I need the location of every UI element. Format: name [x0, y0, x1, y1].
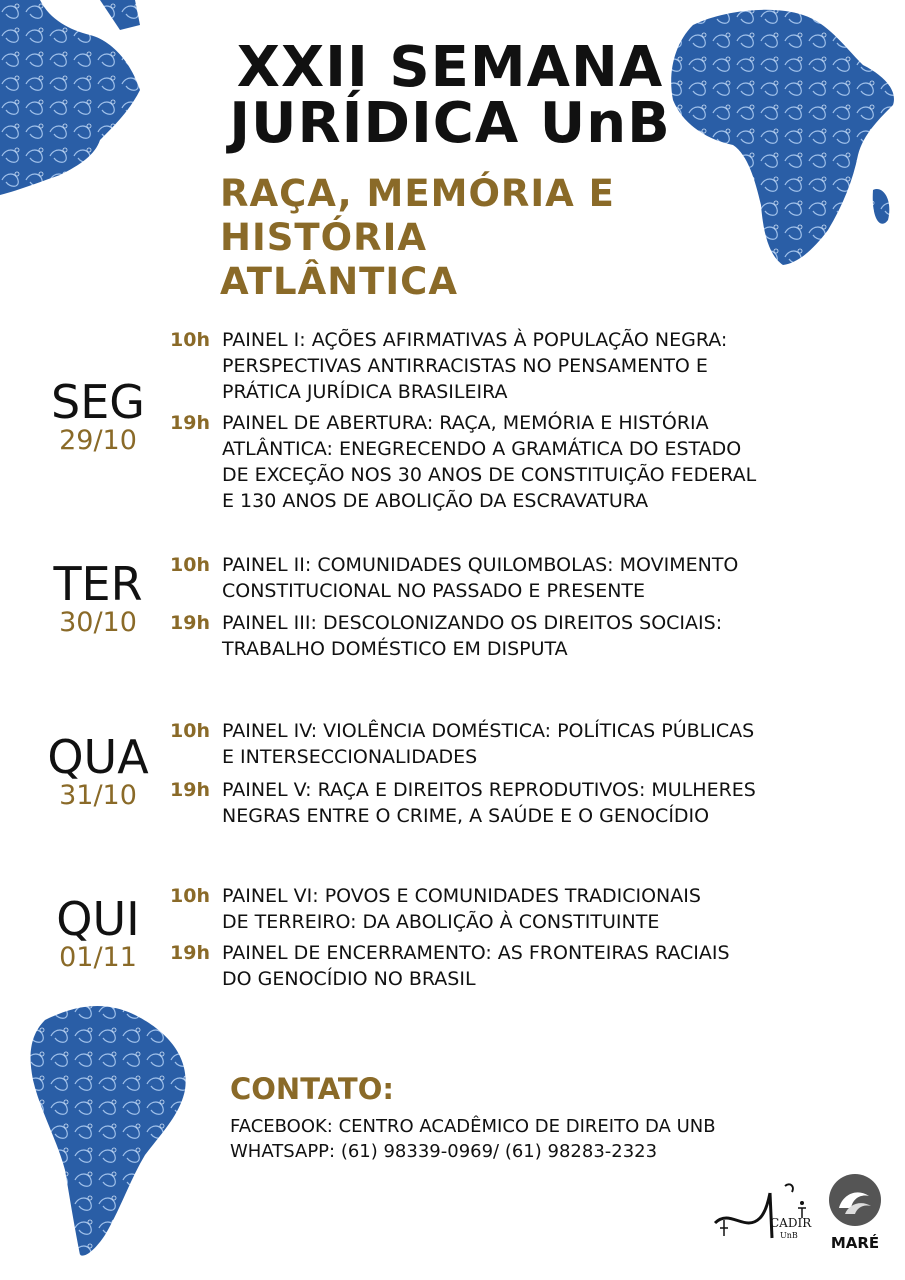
session [170, 718, 820, 770]
cadir-logo-subtext: UnB [780, 1231, 798, 1240]
session-time: 19h [170, 942, 210, 964]
session-line: PERSPECTIVAS ANTIRRACISTAS NO PENSAMENTO E [222, 355, 708, 377]
africa-map-icon [663, 5, 903, 270]
session-description [222, 610, 722, 662]
session-description [222, 883, 701, 935]
mare-logo [825, 1172, 885, 1252]
day-ter [28, 557, 168, 638]
session-line: DE TERREIRO: DA ABOLIÇÃO À CONSTITUINTE [222, 911, 660, 933]
day-date: 30/10 [59, 607, 137, 638]
session-line: PAINEL V: RAÇA E DIREITOS REPRODUTIVOS: MULHERES [222, 779, 756, 801]
session-line: E INTERSECCIONALIDADES [222, 746, 478, 768]
cadir-logo-text: CADIR [770, 1216, 812, 1230]
page-subtitle [220, 172, 660, 304]
session-time: 10h [170, 554, 210, 576]
contact-whatsapp[interactable]: WHATSAPP: (61) 98339-0969/ (61) 98283-2323 [230, 1141, 658, 1162]
session-line: DE EXCEÇÃO NOS 30 ANOS DE CONSTITUIÇÃO FEDERAL [222, 464, 757, 486]
session-line: PAINEL VI: POVOS E COMUNIDADES TRADICIONAIS [222, 885, 701, 907]
session [170, 883, 820, 935]
session-line: E 130 ANOS DE ABOLIÇÃO DA ESCRAVATURA [222, 490, 649, 512]
contact-facebook[interactable]: FACEBOOK: CENTRO ACADÊMICO DE DIREITO DA UNB [230, 1116, 716, 1137]
session-line: ATLÂNTICA: ENEGRECENDO A GRAMÁTICA DO ESTADO [222, 438, 742, 460]
session-line: PAINEL DE ENCERRAMENTO: AS FRONTEIRAS RACIAIS [222, 942, 730, 964]
session-line: PAINEL IV: VIOLÊNCIA DOMÉSTICA: POLÍTICAS PÚBLICAS [222, 720, 755, 742]
subtitle-line-1: RAÇA, MEMÓRIA E [220, 172, 615, 215]
session-line: PAINEL I: AÇÕES AFIRMATIVAS À POPULAÇÃO NEGRA: [222, 329, 728, 351]
session-description [222, 552, 738, 604]
session-line: PRÁTICA JURÍDICA BRASILEIRA [222, 381, 508, 403]
mare-wave-icon [825, 1172, 885, 1228]
session-time: 10h [170, 885, 210, 907]
title-line-2: JURÍDICA UnB [229, 91, 671, 156]
day-name: QUI [56, 892, 140, 946]
contact-heading: CONTATO: [230, 1072, 394, 1106]
session-line: NEGRAS ENTRE O CRIME, A SAÚDE E O GENOCÍDIO [222, 805, 710, 827]
session [170, 610, 820, 662]
session-time: 19h [170, 412, 210, 434]
session-time: 10h [170, 329, 210, 351]
day-name: SEG [51, 375, 145, 429]
session-line: TRABALHO DOMÉSTICO EM DISPUTA [222, 638, 568, 660]
day-date: 29/10 [59, 425, 137, 456]
day-name: QUA [47, 730, 149, 784]
session-description [222, 718, 754, 770]
page-title [220, 35, 680, 156]
day-name: TER [53, 557, 143, 611]
session-description [222, 327, 727, 405]
north-america-map-icon [0, 0, 150, 200]
mare-logo-text: MARÉ [830, 1234, 880, 1252]
session-line: DO GENOCÍDIO NO BRASIL [222, 968, 476, 990]
cadir-scales-icon [710, 1178, 820, 1248]
session-time: 10h [170, 720, 210, 742]
session-time: 19h [170, 779, 210, 801]
session-time: 19h [170, 612, 210, 634]
session [170, 940, 820, 992]
cadir-logo [710, 1178, 820, 1248]
session [170, 327, 820, 405]
session-description [222, 940, 730, 992]
session [170, 777, 820, 829]
session [170, 552, 820, 604]
day-seg [28, 375, 168, 456]
session-description [222, 410, 756, 514]
title-line-1: XXII SEMANA [236, 35, 664, 100]
south-america-map-icon [25, 1000, 195, 1260]
session-line: PAINEL DE ABERTURA: RAÇA, MEMÓRIA E HISTÓRIA [222, 412, 709, 434]
session-line: CONSTITUCIONAL NO PASSADO E PRESENTE [222, 580, 646, 602]
session [170, 410, 820, 514]
session-line: PAINEL II: COMUNIDADES QUILOMBOLAS: MOVIMENTO [222, 554, 739, 576]
session-description [222, 777, 756, 829]
subtitle-line-2: HISTÓRIA ATLÂNTICA [220, 216, 458, 303]
day-date: 01/11 [59, 942, 137, 973]
day-date: 31/10 [59, 780, 137, 811]
day-qua [28, 730, 168, 811]
session-line: PAINEL III: DESCOLONIZANDO OS DIREITOS SOCIAIS: [222, 612, 723, 634]
day-qui [28, 892, 168, 973]
